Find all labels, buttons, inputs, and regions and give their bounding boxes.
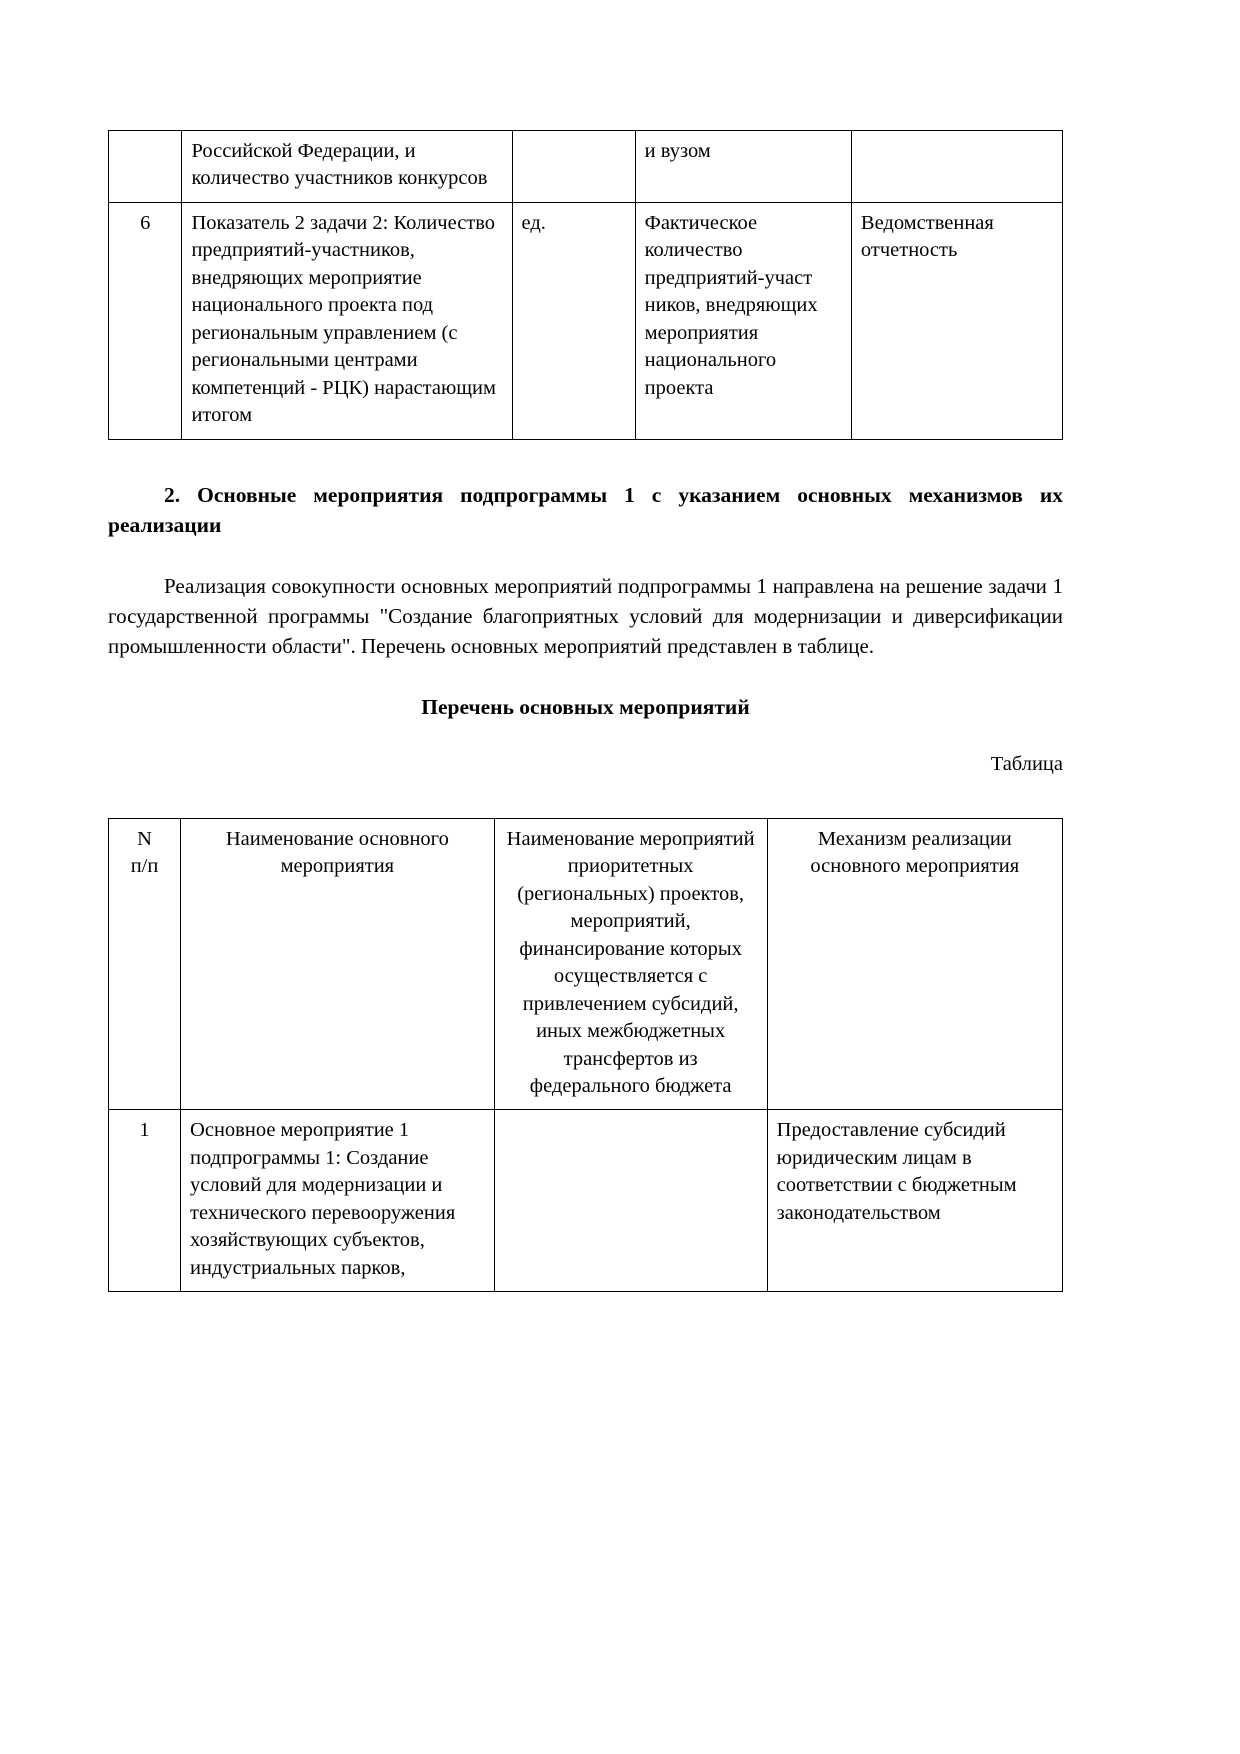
header-activity-name: Наименование основного мероприятия xyxy=(181,818,495,1110)
table-row xyxy=(109,1110,1063,1292)
header-priority: Наименование мероприятий приоритетных (региональных) проектов, мероприятий, финансирование которых осуществляется с привлечением субсидий, иных межбюджетных трансфертов из федерального бюджета xyxy=(494,818,767,1110)
spacer xyxy=(108,541,1063,571)
cell-unit xyxy=(512,131,635,203)
cell-unit: ед. xyxy=(512,202,635,439)
section-heading: 2. Основные мероприятия подпрограммы 1 с указанием основных механизмов их реализации xyxy=(108,482,1063,538)
spacer xyxy=(108,440,1063,480)
header-mechanism: Механизм реализации основного мероприятия xyxy=(767,818,1062,1110)
spacer xyxy=(108,776,1063,818)
spacer xyxy=(108,720,1063,753)
section-paragraph: Реализация совокупности основных мероприятий подпрограммы 1 направлена на решение задачи 1 государственной программы "Создание благоприятных условий для модернизации и диверсификации промышленности области". Перечень основных мероприятий представлен в таблице. xyxy=(108,573,1063,658)
cell-method: и вузом xyxy=(635,131,851,203)
cell-number xyxy=(109,131,182,203)
cell-activity: Основное мероприятие 1 подпрограммы 1: Создание условий для модернизации и технического перевооружения хозяйствующих субъектов, индустриальных парков, xyxy=(181,1110,495,1292)
cell-priority xyxy=(494,1110,767,1292)
cell-mechanism: Предоставление субсидий юридическим лицам в соответствии с бюджетным законодательством xyxy=(767,1110,1062,1292)
page-content xyxy=(108,130,1063,1292)
table-row xyxy=(109,202,1063,439)
cell-number: 6 xyxy=(109,202,182,439)
table-row xyxy=(109,131,1063,203)
spacer xyxy=(108,661,1063,695)
cell-source xyxy=(851,131,1062,203)
cell-method: Фактическое количество предприятий-участ ников, внедряющих мероприятия национального проекта xyxy=(635,202,851,439)
table-label: Таблица xyxy=(990,752,1063,775)
cell-number: 1 xyxy=(109,1110,181,1292)
header-number xyxy=(109,818,181,1110)
continued-indicators-table xyxy=(108,130,1063,440)
cell-indicator: Показатель 2 задачи 2: Количество предприятий-участников, внедряющих мероприятие национального проекта под региональным управлением (с региональными центрами компетенций - РЦК) нарастающим итогом xyxy=(182,202,512,439)
main-activities-table xyxy=(108,818,1063,1293)
header-number-line2: п/п xyxy=(130,855,159,878)
cell-indicator: Российской Федерации, и количество участников конкурсов xyxy=(182,131,512,203)
table-title: Перечень основных мероприятий xyxy=(421,694,750,719)
table-header-row xyxy=(109,818,1063,1110)
cell-source: Ведомственная отчетность xyxy=(851,202,1062,439)
header-number-line1: N xyxy=(137,827,152,850)
